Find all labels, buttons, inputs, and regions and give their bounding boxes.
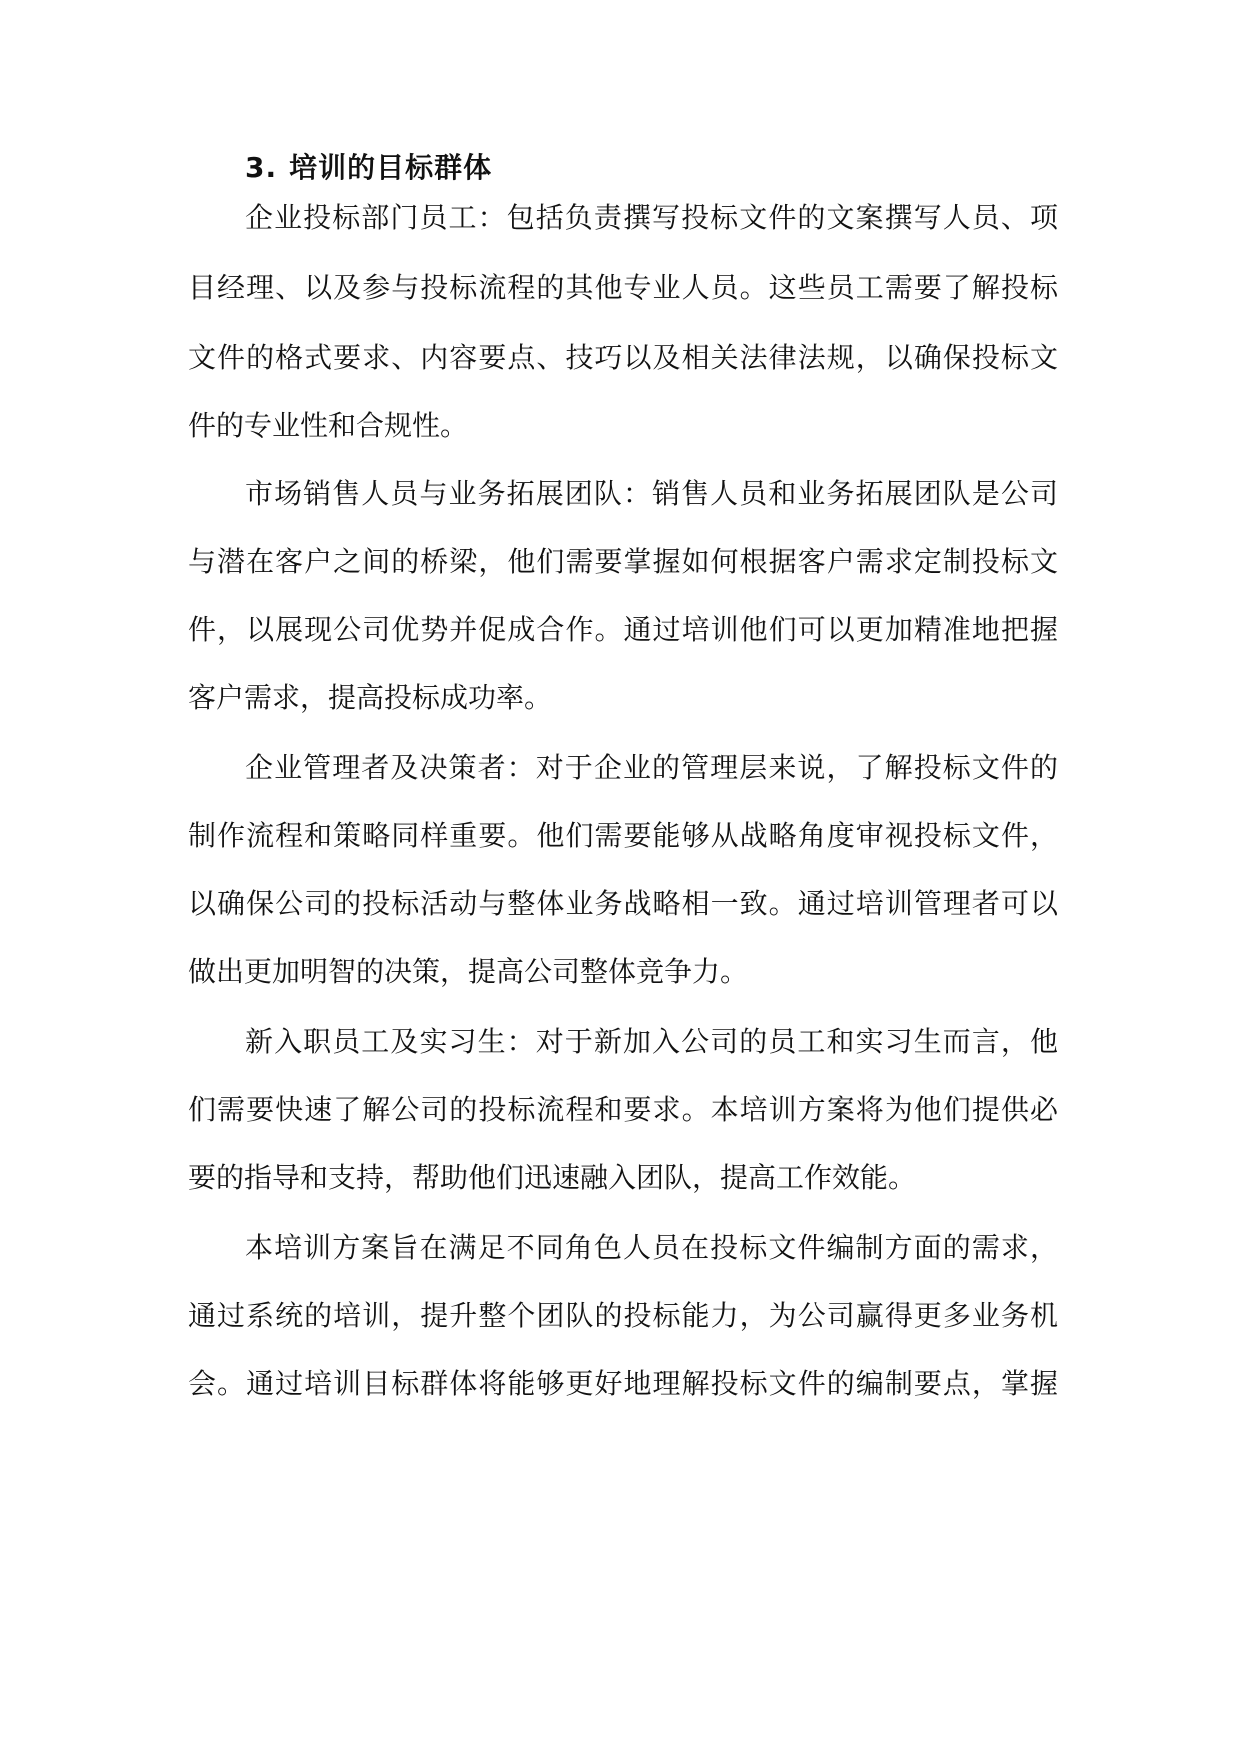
paragraph-line: 通过系统的培训，提升整个团队的投标能力，为公司赢得更多业务机 (188, 1299, 1058, 1332)
paragraph-line: 件，以展现公司优势并促成合作。通过培训他们可以更加精准地把握 (188, 613, 1058, 646)
paragraph-line: 市场销售人员与业务拓展团队：销售人员和业务拓展团队是公司 (245, 477, 1058, 510)
paragraph-line: 件的专业性和合规性。 (188, 409, 469, 442)
section-heading (245, 148, 492, 188)
paragraph-line: 制作流程和策略同样重要。他们需要能够从战略角度审视投标文件， (188, 819, 1058, 852)
paragraph-line: 会。通过培训目标群体将能够更好地理解投标文件的编制要点，掌握 (188, 1367, 1058, 1400)
paragraph-line: 文件的格式要求、内容要点、技巧以及相关法律法规，以确保投标文 (188, 341, 1058, 374)
paragraph-line: 客户需求，提高投标成功率。 (188, 681, 553, 714)
paragraph-line: 新入职员工及实习生：对于新加入公司的员工和实习生而言，他 (245, 1025, 1058, 1058)
section-title: 培训的目标群体 (289, 151, 493, 184)
section-number: 3. (245, 151, 278, 184)
paragraph-line: 以确保公司的投标活动与整体业务战略相一致。通过培训管理者可以 (188, 887, 1058, 920)
paragraph-line: 企业投标部门员工：包括负责撰写投标文件的文案撰写人员、项 (245, 201, 1058, 234)
paragraph-line: 做出更加明智的决策，提高公司整体竞争力。 (188, 955, 749, 988)
paragraph-line: 目经理、以及参与投标流程的其他专业人员。这些员工需要了解投标 (188, 271, 1058, 304)
paragraph-line: 企业管理者及决策者：对于企业的管理层来说，了解投标文件的 (245, 751, 1058, 784)
paragraph-line: 要的指导和支持，帮助他们迅速融入团队，提高工作效能。 (188, 1161, 917, 1194)
paragraph-line: 们需要快速了解公司的投标流程和要求。本培训方案将为他们提供必 (188, 1093, 1058, 1126)
paragraph-line: 与潜在客户之间的桥梁，他们需要掌握如何根据客户需求定制投标文 (188, 545, 1058, 578)
paragraph-line: 本培训方案旨在满足不同角色人员在投标文件编制方面的需求， (245, 1231, 1058, 1264)
